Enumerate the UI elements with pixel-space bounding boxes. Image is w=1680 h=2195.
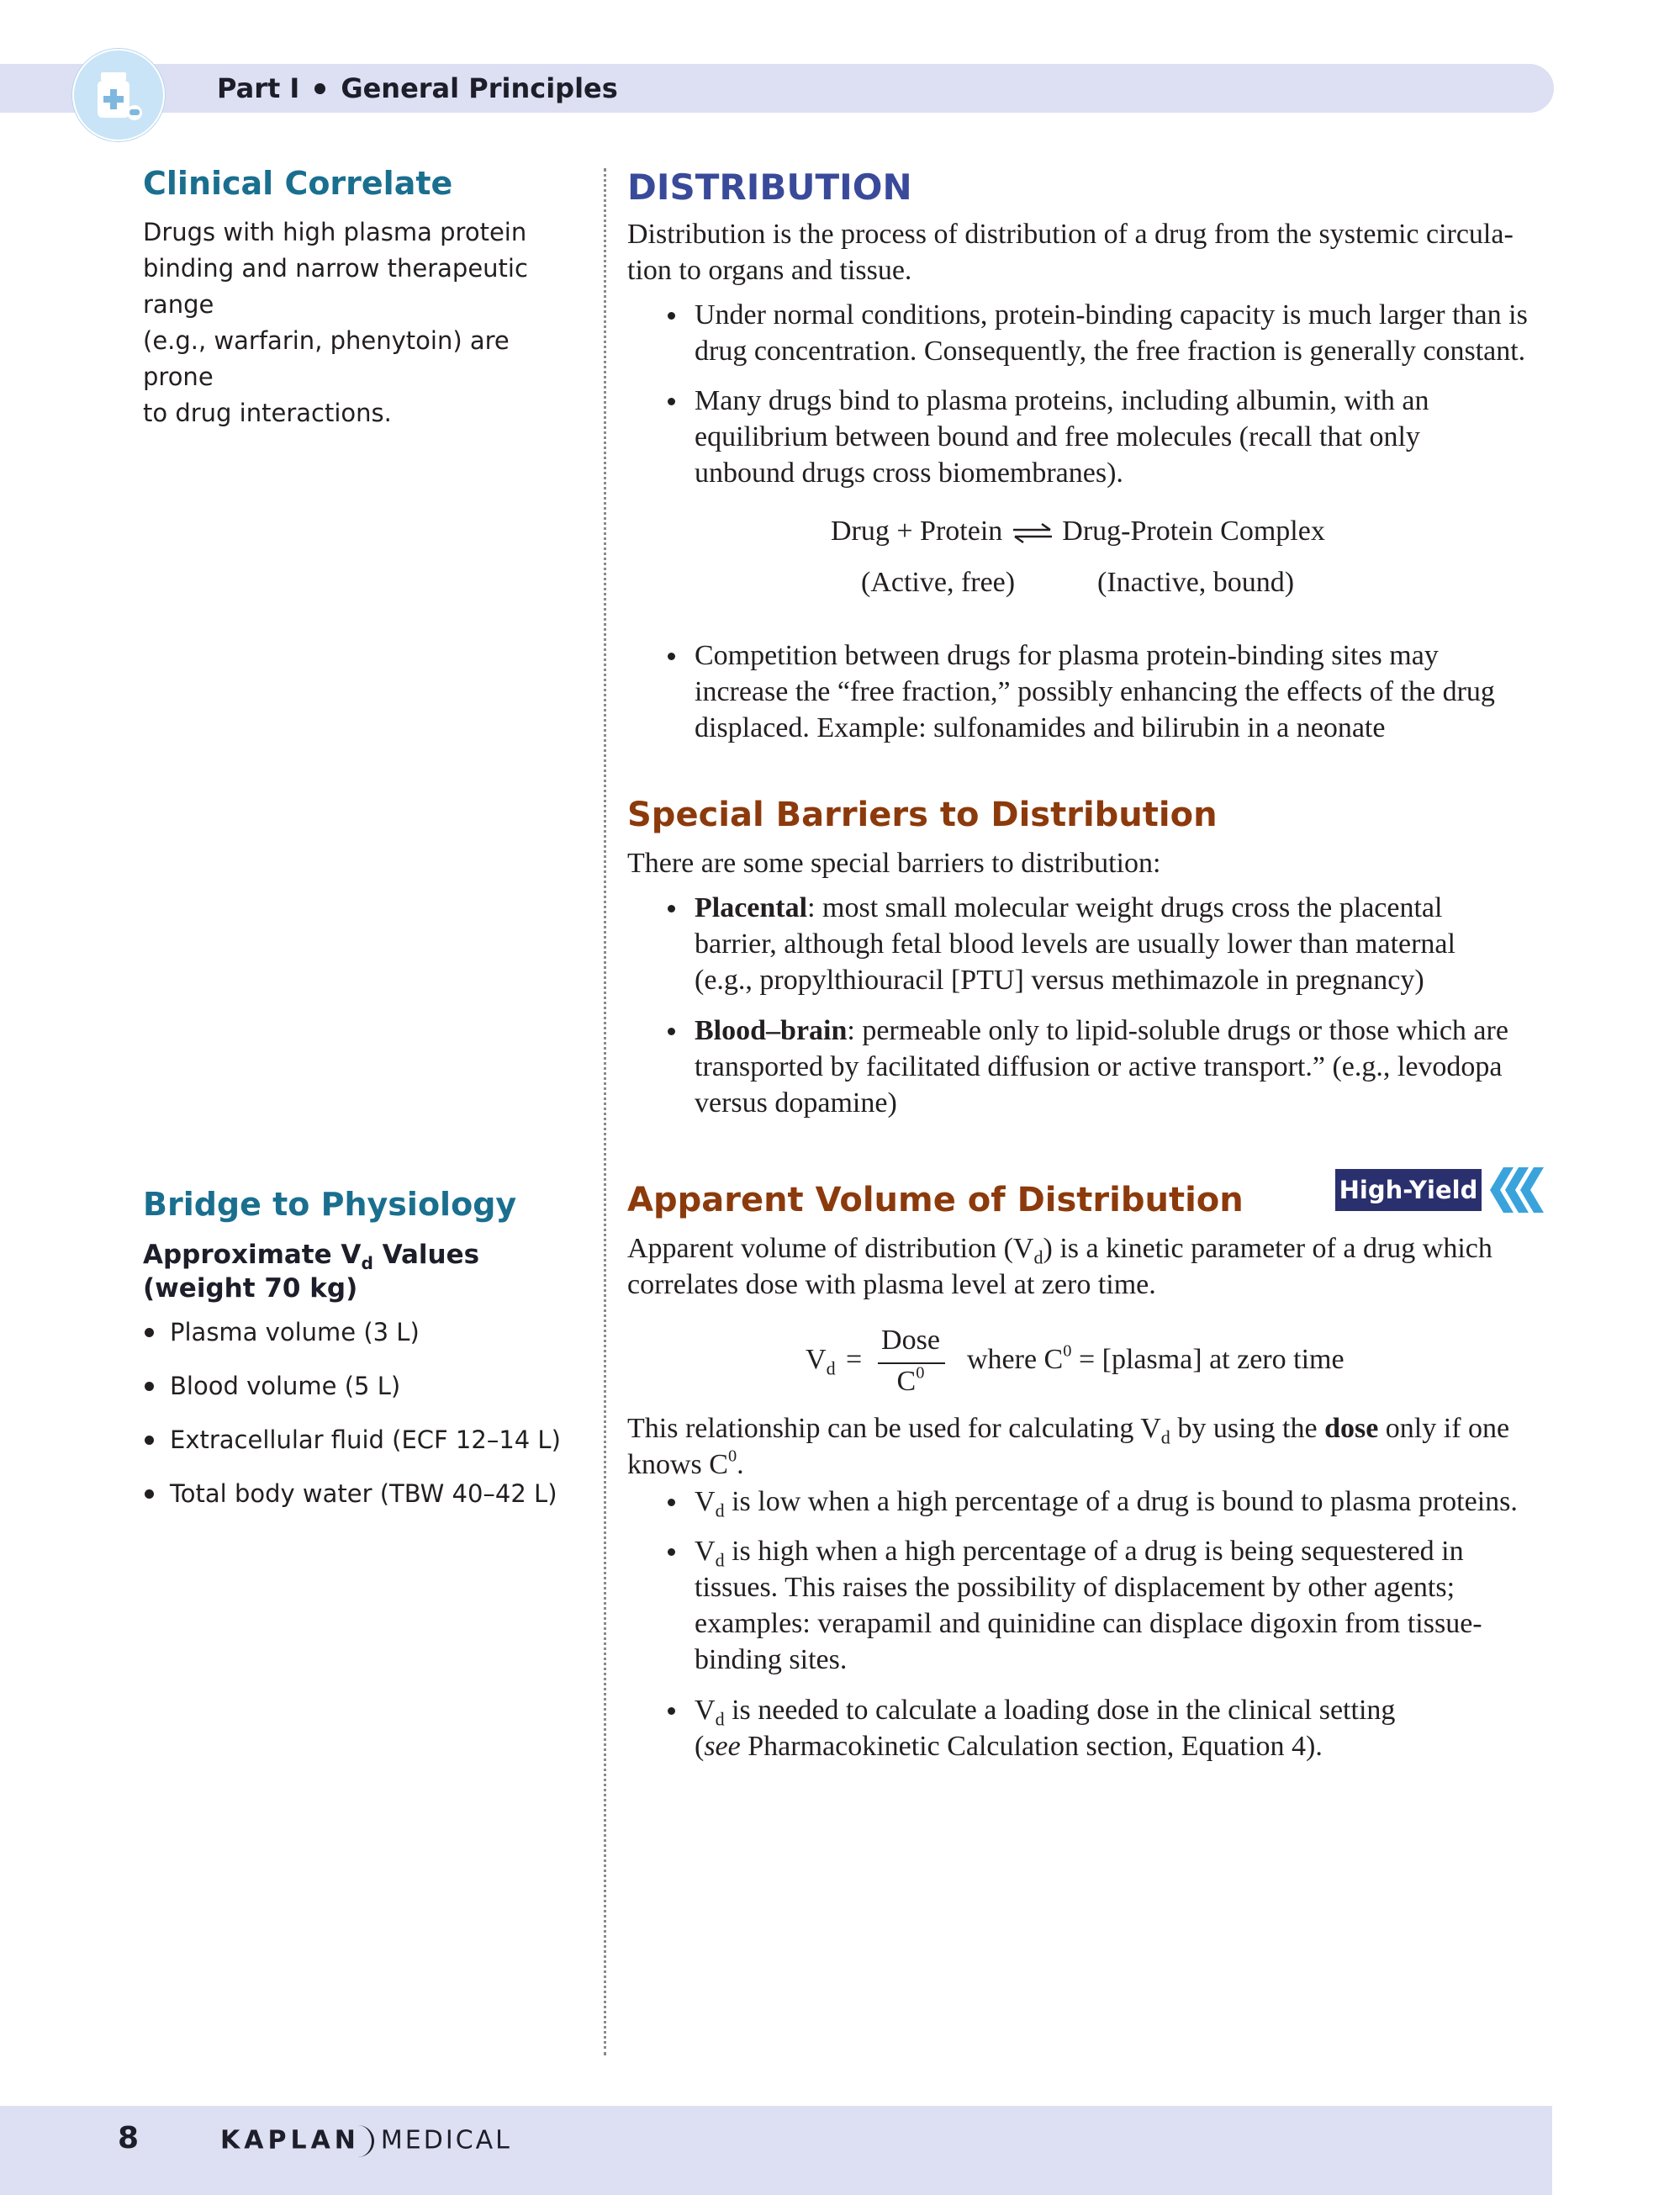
text: Apparent volume of distribution (V	[627, 1233, 1034, 1264]
text-line: (e.g., propylthiouracil [PTU] versus methimazole in pregnancy)	[695, 965, 1424, 996]
text-line: Drugs with high plasma protein	[143, 218, 527, 246]
text-line: correlates dose with plasma level at zero time.	[627, 1269, 1156, 1300]
where: where C	[967, 1344, 1064, 1375]
subscript: d	[1033, 1246, 1043, 1268]
bold-term: dose	[1324, 1413, 1379, 1444]
v: V	[695, 1536, 716, 1567]
brand-suffix: MEDICAL	[380, 2125, 512, 2155]
logo-arc	[357, 2125, 374, 2157]
bridge-physiology-heading: Bridge to Physiology	[143, 1186, 517, 1223]
distribution-bullet-1	[668, 297, 1586, 369]
vd-values-subheading	[143, 1238, 479, 1305]
part-label: Part I	[217, 72, 300, 104]
label-active-free: (Active, free)	[861, 567, 1016, 598]
running-header	[217, 72, 618, 104]
term: Blood–brain	[695, 1015, 848, 1046]
text-line: examples: verapamil and quinidine can displace digoxin from tissue-	[695, 1608, 1482, 1639]
text: is high when a high percentage of a drug is being sequestered in	[724, 1536, 1464, 1567]
sub-prefix: Approximate V	[143, 1240, 362, 1270]
subscript: d	[361, 1253, 373, 1274]
italic-see: see	[704, 1731, 741, 1762]
text-line: drug concentration. Consequently, the free fraction is generally constant.	[695, 336, 1526, 367]
text-line: tion to organs and tissue.	[627, 255, 912, 286]
list-item: Total body water (TBW 40–42 L)	[143, 1477, 561, 1531]
superscript: 0	[916, 1363, 925, 1383]
text-line: transported by facilitated diffusion or active transport.” (e.g., levodopa	[695, 1051, 1503, 1082]
text-line: binding and narrow therapeutic range	[143, 254, 528, 319]
binding-equation	[831, 516, 1325, 547]
text: only if one	[1378, 1413, 1510, 1444]
equals-sign: =	[846, 1344, 863, 1375]
high-yield-tag: High-Yield	[1335, 1169, 1482, 1211]
text: ) is a kinetic parameter of a drug which	[1043, 1233, 1492, 1264]
equilibrium-arrow-icon	[1012, 522, 1054, 544]
c: C	[896, 1366, 917, 1397]
text-line: binding sites.	[695, 1644, 848, 1675]
text-line: : most small molecular weight drugs cross the placental	[807, 892, 1443, 923]
text-line: Distribution is the process of distribution of a drug from the systemic circula-	[627, 219, 1514, 250]
subscript: d	[715, 1549, 725, 1571]
text: is needed to calculate a loading dose in the clinical setting	[724, 1695, 1396, 1726]
text-line: (e.g., warfarin, phenytoin) are prone	[143, 326, 510, 391]
bullet-dot	[314, 83, 325, 94]
term: Placental	[695, 892, 808, 923]
subscript: d	[826, 1357, 836, 1379]
clinical-correlate-text	[143, 214, 580, 431]
vd-symbol	[806, 1344, 836, 1379]
subscript: d	[715, 1499, 725, 1521]
text-line: to drug interactions.	[143, 399, 392, 427]
v: V	[806, 1344, 827, 1375]
clinical-correlate-heading: Clinical Correlate	[143, 165, 453, 202]
avd-bullet-1	[668, 1484, 1586, 1520]
placental-bullet	[668, 890, 1586, 998]
special-barriers-heading: Special Barriers to Distribution	[627, 796, 1218, 834]
text-line: Under normal conditions, protein-binding capacity is much larger than is	[695, 299, 1528, 331]
text-line: barrier, although fetal blood levels are usually lower than maternal	[695, 928, 1455, 960]
text-line: : permeable only to lipid-soluble drugs or those which are	[847, 1015, 1508, 1046]
v: V	[695, 1695, 716, 1726]
fraction-numerator: Dose	[881, 1325, 940, 1356]
distribution-bullet-2	[668, 383, 1586, 491]
distribution-intro	[627, 216, 1552, 288]
superscript: 0	[1063, 1341, 1072, 1361]
avd-intro	[627, 1230, 1552, 1303]
vd-values-list	[143, 1315, 561, 1531]
page-number: 8	[118, 2121, 140, 2155]
chevron-left-icon	[1487, 1166, 1547, 1214]
text-line: Many drugs bind to plasma proteins, including albumin, with an	[695, 385, 1429, 416]
list-item: Extracellular fluid (ECF 12–14 L)	[143, 1423, 561, 1477]
column-divider	[604, 168, 606, 2055]
section-label: General Principles	[341, 72, 618, 104]
text: This relationship can be used for calculating V	[627, 1413, 1161, 1444]
text-line: equilibrium between bound and free molecules (recall that only	[695, 421, 1420, 452]
text: by using the	[1170, 1413, 1325, 1444]
avd-relationship	[627, 1410, 1552, 1483]
label-inactive-bound: (Inactive, bound)	[1097, 567, 1295, 598]
text-line: increase the “free fraction,” possibly enhancing the effects of the drug	[695, 676, 1495, 707]
formula-where-clause	[967, 1341, 1345, 1376]
avd-bullet-3	[668, 1692, 1586, 1764]
text-line: Competition between drugs for plasma protein-binding sites may	[695, 640, 1439, 671]
medicine-bottle-icon	[72, 49, 165, 141]
list-item: Plasma volume (3 L)	[143, 1315, 561, 1369]
v: V	[695, 1486, 716, 1517]
blood-brain-bullet	[668, 1013, 1586, 1121]
subscript: d	[715, 1708, 725, 1730]
text: (	[695, 1731, 705, 1762]
text: .	[737, 1449, 744, 1480]
sub-suffix: Values	[372, 1240, 480, 1270]
kaplan-medical-logo	[220, 2125, 512, 2157]
text-line: versus dopamine)	[695, 1087, 897, 1119]
text: Pharmacokinetic Calculation section, Equation 4).	[740, 1731, 1323, 1762]
distribution-bullet-3	[668, 637, 1586, 746]
superscript: 0	[727, 1447, 737, 1466]
text: is low when a high percentage of a drug is bound to plasma proteins.	[724, 1486, 1518, 1517]
text-line: displaced. Example: sulfonamides and bilirubin in a neonate	[695, 712, 1386, 743]
distribution-heading: DISTRIBUTION	[627, 167, 912, 208]
avd-heading: Apparent Volume of Distribution	[627, 1181, 1244, 1219]
sub-line2: (weight 70 kg)	[143, 1273, 358, 1304]
fraction-bar	[878, 1362, 945, 1364]
equation-right: Drug-Protein Complex	[1062, 516, 1325, 547]
equation-left: Drug + Protein	[831, 516, 1003, 547]
avd-bullet-2	[668, 1533, 1586, 1678]
rest: = [plasma] at zero time	[1071, 1344, 1345, 1375]
fraction-denominator	[874, 1363, 947, 1398]
text: knows C	[627, 1449, 728, 1480]
list-item: Blood volume (5 L)	[143, 1369, 561, 1423]
text-line: unbound drugs cross biomembranes).	[695, 458, 1123, 489]
special-barriers-intro: There are some special barriers to distribution:	[627, 848, 1161, 879]
brand: KAPLAN	[220, 2125, 360, 2155]
subscript: d	[1160, 1426, 1170, 1448]
text-line: tissues. This raises the possibility of displacement by other agents;	[695, 1572, 1455, 1603]
